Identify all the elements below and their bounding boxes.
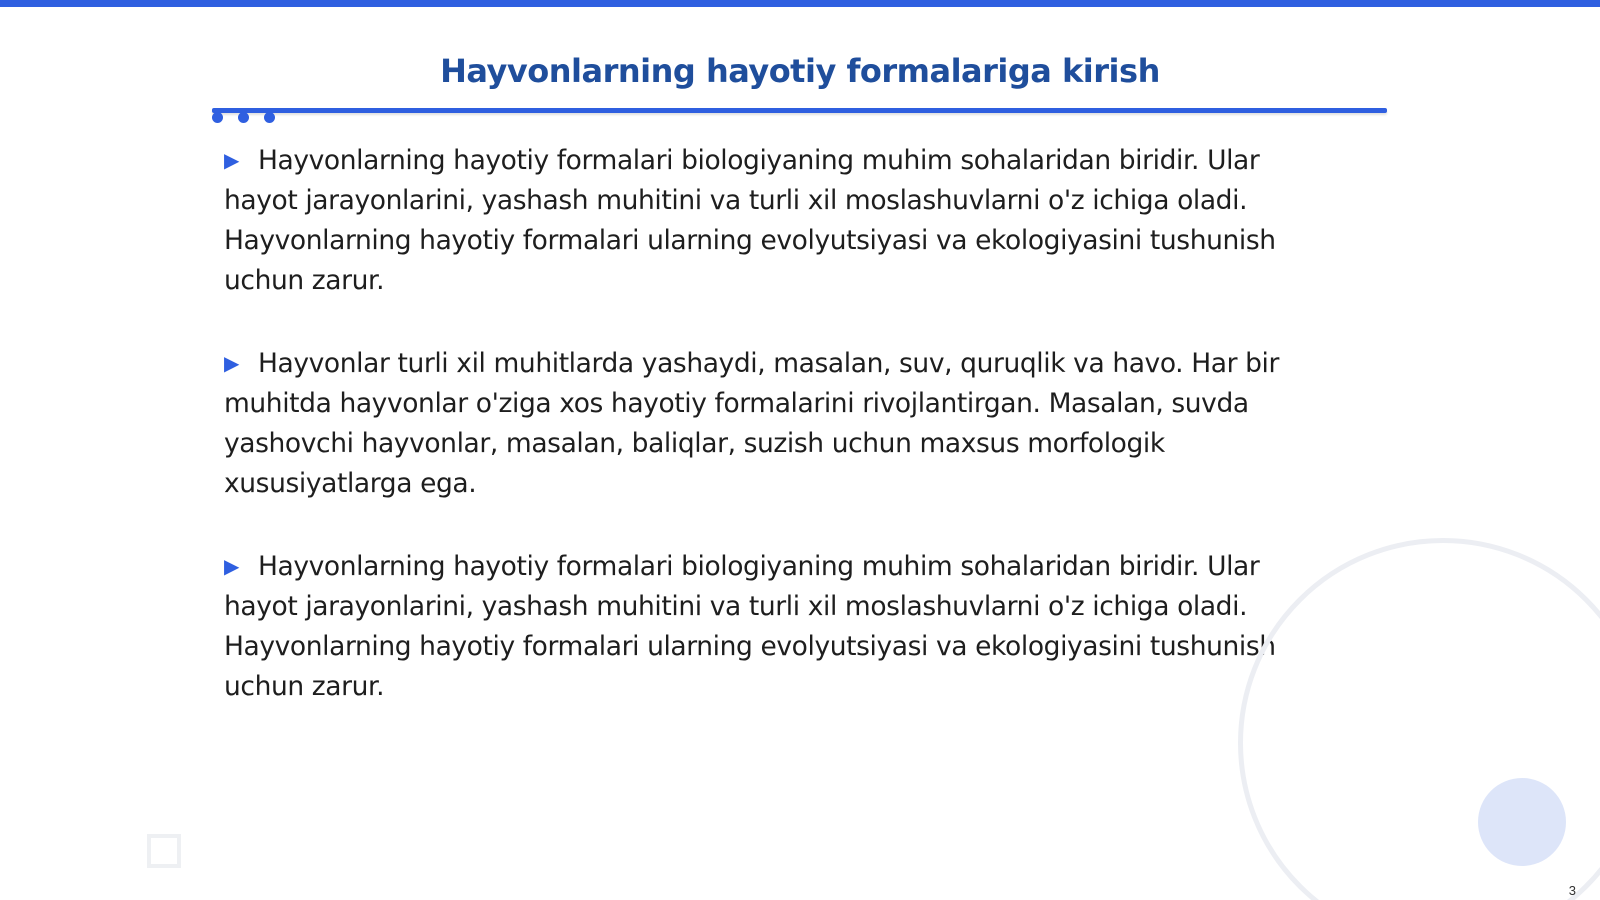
paragraph-text: Hayvonlarning hayotiy formalari biologiyaning muhim sohalaridan biridir. Ular hayot jarayonlarini, yashash muhitini va turli xil moslashuvlarni o'z ichiga oladi. Hayvonlarning hayotiy formalari ularning evolyutsiyasi va ekologiyasini tushunish uchun zarur.: [224, 145, 1276, 296]
rule-dot-2: [238, 112, 249, 123]
bullet-arrow-icon: ▶: [224, 554, 239, 578]
bullet-paragraph-2: [224, 343, 1334, 504]
decorative-dot: [1478, 778, 1566, 866]
page-number: 3: [1568, 883, 1576, 898]
slide-body: [224, 140, 1334, 749]
rule-dot-1: [212, 112, 223, 123]
bullet-arrow-icon: ▶: [224, 148, 239, 172]
paragraph-text: Hayvonlarning hayotiy formalari biologiyaning muhim sohalaridan biridir. Ular hayot jarayonlarini, yashash muhitini va turli xil moslashuvlarni o'z ichiga oladi. Hayvonlarning hayotiy formalari ularning evolyutsiyasi va ekologiyasini tushunish uchun zarur.: [224, 551, 1276, 702]
paragraph-text: Hayvonlar turli xil muhitlarda yashaydi, masalan, suv, quruqlik va havo. Har bir muhitda hayvonlar o'ziga xos hayotiy formalarini rivojlantirgan. Masalan, suvda yashovchi hayvonlar, masalan, baliqlar, suzish uchun maxsus morfologik xususiyatlarga ega.: [224, 348, 1279, 499]
decorative-square: [147, 834, 181, 868]
rule-dot-3: [264, 112, 275, 123]
bullet-paragraph-1: [224, 140, 1334, 301]
title-underline: [212, 108, 1387, 113]
slide-title: Hayvonlarning hayotiy formalariga kirish: [440, 52, 1160, 90]
bullet-paragraph-3: [224, 546, 1334, 707]
top-accent-bar: [0, 0, 1600, 7]
bullet-arrow-icon: ▶: [224, 351, 239, 375]
